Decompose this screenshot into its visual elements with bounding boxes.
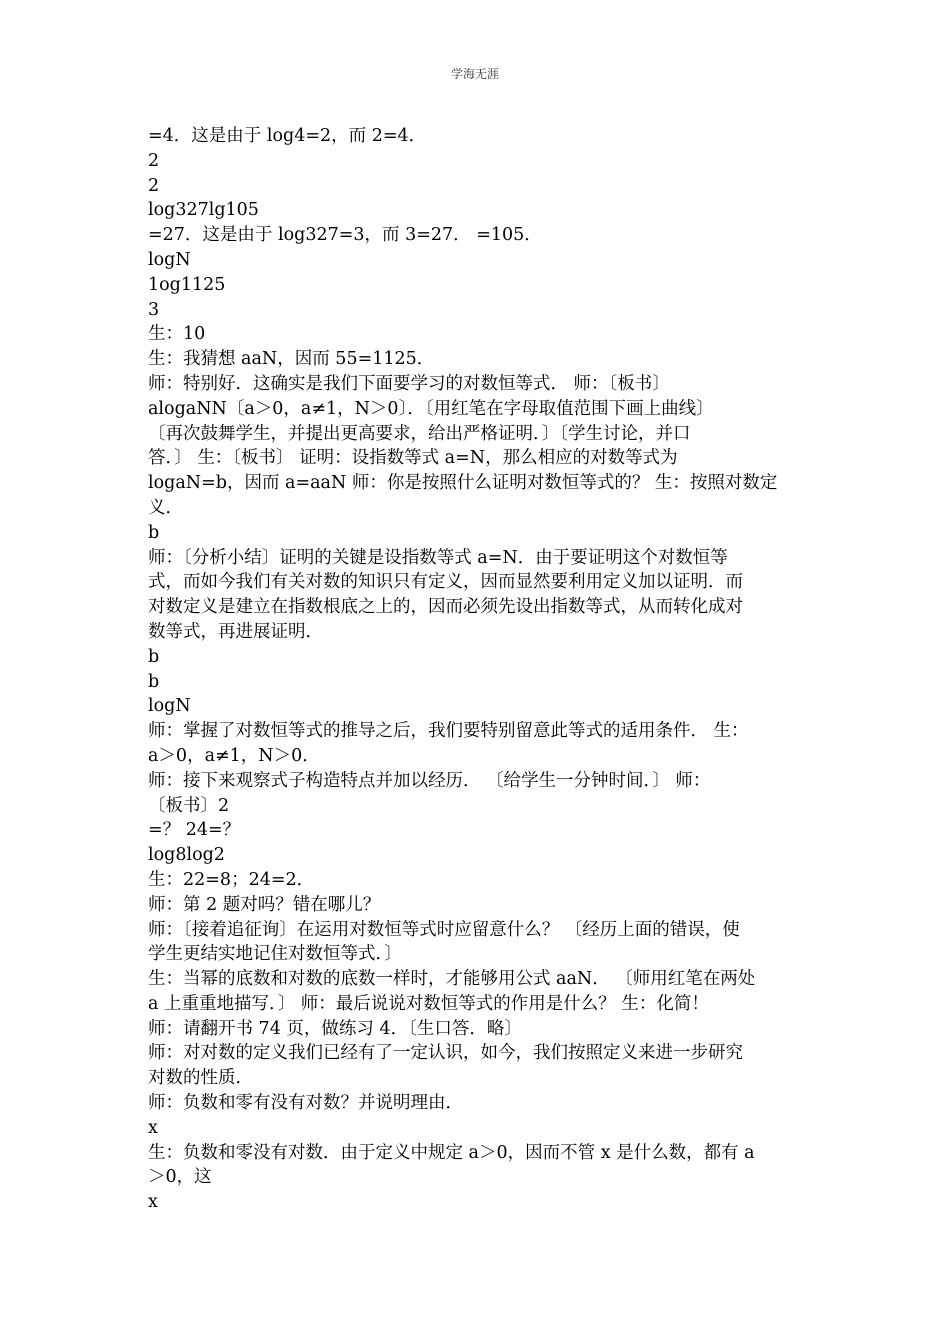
text-line: logN	[148, 696, 191, 717]
text-line: 对数定义是建立在指数根底之上的，因而必须先设出指数等式，从而转化成对	[148, 597, 743, 618]
text-line: =27．这是由于 log327=3，而 3=27． =105．	[148, 225, 542, 246]
text-line: 师：负数和零有没有对数？并说明理由．	[148, 1093, 463, 1114]
text-line: 师：〔接着追征询〕在运用对数恒等式时应留意什么？ 〔经历上面的错误，使	[148, 919, 740, 940]
text-line: 生：22=8；24=2．	[148, 869, 315, 890]
text-line: b	[148, 522, 160, 543]
text-line: 生：10	[148, 324, 206, 345]
text-line: 生：负数和零没有对数．由于定义中规定 a＞0，因而不管 x 是什么数，都有 a	[148, 1142, 755, 1163]
text-line: 师：请翻开书 74 页，做练习 4．〔生口答．略〕	[148, 1018, 522, 1039]
text-line: 2	[148, 175, 160, 196]
text-line: 〔板书〕2	[148, 795, 230, 816]
text-line: 师：特别好．这确实是我们下面要学习的对数恒等式． 师：〔板书〕	[148, 373, 670, 394]
text-line: ＞0，这	[148, 1167, 212, 1188]
text-line: 2	[148, 150, 160, 171]
text-line: 师：对对数的定义我们已经有了一定认识，如今，我们按照定义来进一步研究	[148, 1043, 743, 1064]
text-line: 3	[148, 299, 160, 320]
text-line: a＞0，a≠1，N＞0．	[148, 745, 320, 766]
text-line: =？ 24=？	[148, 820, 241, 841]
text-line: 对数的性质．	[148, 1068, 253, 1089]
text-line: logN	[148, 249, 191, 270]
text-line: b	[148, 646, 160, 667]
text-line: 〔再次鼓舞学生，并提出更高要求，给出严格证明．〕〔学生讨论，并口	[148, 423, 691, 444]
text-line: log327lg105	[148, 200, 259, 221]
text-line: 师：第 2 题对吗？错在哪儿？	[148, 894, 381, 915]
text-line: 1og1125	[148, 274, 226, 295]
text-line: =4．这是由于 log4=2，而 2=4．	[148, 126, 427, 146]
text-line: 答．〕 生：〔板书〕 证明：设指数等式 a=N，那么相应的对数等式为	[148, 448, 678, 469]
text-line: 义．	[148, 497, 183, 518]
page-header: 学海无涯	[450, 67, 499, 81]
text-line: log8log2	[148, 845, 225, 866]
text-line: 数等式，再进展证明．	[148, 621, 323, 642]
text-line: x	[148, 1117, 158, 1138]
text-line: alogaNN〔a＞0，a≠1，N＞0〕．〔用红笔在字母取值范围下画上曲线〕	[148, 398, 714, 419]
text-line: x	[148, 1192, 158, 1213]
document-body	[148, 124, 808, 1215]
text-line: 师：掌握了对数恒等式的推导之后，我们要特别留意此等式的适用条件． 生：	[148, 721, 749, 742]
text-line: 学生更结实地记住对数恒等式．〕	[148, 944, 402, 965]
text-line: 生：当幂的底数和对数的底数一样时，才能够用公式 aaN． 〔师用红笔在两处	[148, 969, 756, 990]
text-line: 师：接下来观察式子构造特点并加以经历． 〔给学生一分钟时间．〕 师：	[148, 770, 711, 791]
text-line: logaN=b，因而 a=aaN 师：你是按照什么证明对数恒等式的？ 生：按照对数定	[148, 473, 778, 494]
text-line: b	[148, 671, 160, 692]
text-line: a 上重重地描写．〕 师：最后说说对数恒等式的作用是什么？ 生：化简！	[148, 993, 709, 1014]
text-line: 式，而如今我们有关对数的知识只有定义，因而显然要利用定义加以证明．而	[148, 572, 743, 593]
text-line: 师：〔分析小结〕证明的关键是设指数等式 a=N．由于要证明这个对数恒等	[148, 547, 728, 568]
text-line: 生：我猜想 aaN，因而 55=1125．	[148, 349, 435, 370]
